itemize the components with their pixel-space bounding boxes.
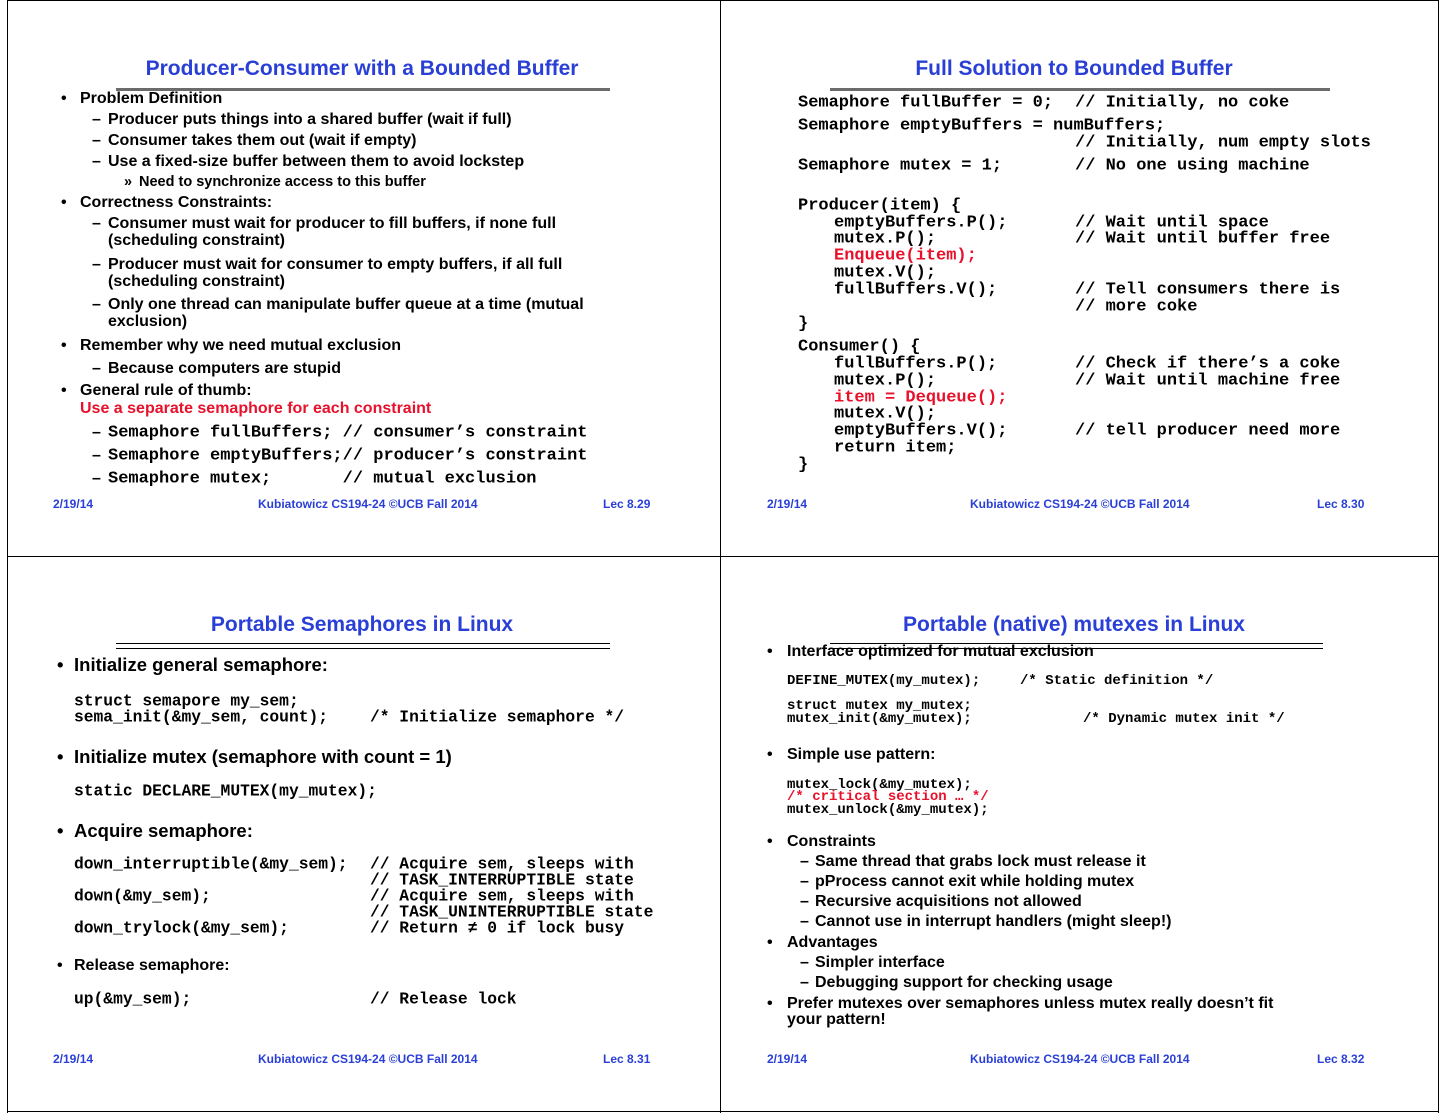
code-line: Producer(item) { bbox=[798, 196, 962, 216]
dash-icon: – bbox=[92, 153, 101, 170]
footer-date: 2/19/14 bbox=[767, 1052, 808, 1066]
dash-icon: – bbox=[92, 470, 101, 487]
footer-lecture: Lec 8.31 bbox=[603, 1052, 651, 1066]
sub-bullet-text: exclusion) bbox=[108, 313, 188, 330]
footer-date: 2/19/14 bbox=[53, 1052, 94, 1066]
bullet-text: Interface optimized for mutual exclusion bbox=[787, 643, 1094, 660]
bullet-text: Advantages bbox=[787, 934, 878, 951]
sub-bullet-text: (scheduling constraint) bbox=[108, 232, 285, 249]
dash-icon: – bbox=[800, 853, 809, 870]
bullet-icon: • bbox=[57, 820, 64, 841]
sub-bullet-text: Debugging support for checking usage bbox=[815, 974, 1113, 991]
code-line-highlight: /* critical section … */ bbox=[787, 789, 989, 805]
bullet-text: Correctness Constraints: bbox=[80, 194, 273, 211]
code-line: Semaphore mutex; // mutual exclusion bbox=[108, 469, 537, 489]
dash-icon: – bbox=[92, 256, 101, 273]
code-comment: // No one using machine bbox=[1075, 156, 1310, 176]
bullet-icon: • bbox=[767, 833, 773, 850]
code-line: } bbox=[798, 455, 809, 475]
code-line: mutex.P(); bbox=[834, 371, 937, 391]
code-line: fullBuffers.P(); bbox=[834, 354, 998, 374]
bullet-text: Release semaphore: bbox=[74, 957, 230, 974]
bullet-icon: • bbox=[61, 337, 67, 354]
bullet-text: Simple use pattern: bbox=[787, 746, 936, 763]
sub-bullet-text: Consumer must wait for producer to fill buffers, if none full bbox=[108, 215, 557, 232]
code-comment: /* Static definition */ bbox=[1020, 673, 1214, 689]
bullet-icon: • bbox=[57, 957, 63, 974]
footer-course: Kubiatowicz CS194-24 ©UCB Fall 2014 bbox=[970, 497, 1190, 511]
code-line: mutex.V(); bbox=[834, 404, 937, 424]
title-underline bbox=[116, 643, 610, 649]
dash-icon: – bbox=[800, 873, 809, 890]
slide-8-31 bbox=[0, 556, 720, 1112]
bullet-text: Initialize general semaphore: bbox=[74, 654, 328, 675]
slide-8-29 bbox=[0, 0, 720, 556]
bullet-icon: • bbox=[61, 90, 67, 107]
bullet-text: General rule of thumb: bbox=[80, 382, 252, 399]
code-line: emptyBuffers.P(); bbox=[834, 213, 1008, 233]
code-line: mutex_init(&my_mutex); bbox=[787, 711, 972, 727]
code-comment: // more coke bbox=[1075, 297, 1198, 317]
code-comment: // Return ≠ 0 if lock busy bbox=[370, 918, 625, 938]
code-comment: // tell producer need more bbox=[1075, 421, 1341, 441]
dash-icon: – bbox=[92, 111, 101, 128]
sub-bullet-text: Producer must wait for consumer to empty buffers, if all full bbox=[108, 256, 563, 273]
sub-bullet-text: Only one thread can manipulate buffer queue at a time (mutual bbox=[108, 296, 584, 313]
bullet-icon: • bbox=[61, 194, 67, 211]
slide-title: Portable Semaphores in Linux bbox=[210, 613, 514, 636]
code-line: Semaphore mutex = 1; bbox=[798, 156, 1003, 176]
sub-bullet-text: Producer puts things into a shared buffer (wait if full) bbox=[108, 111, 512, 128]
slide-title: Portable (native) mutexes in Linux bbox=[903, 613, 1245, 636]
code-line: down(&my_sem); bbox=[74, 886, 211, 906]
code-comment: // Wait until space bbox=[1075, 213, 1269, 233]
code-line: up(&my_sem); bbox=[74, 989, 192, 1009]
sub-bullet-text: Cannot use in interrupt handlers (might sleep!) bbox=[815, 913, 1172, 930]
footer-course: Kubiatowicz CS194-24 ©UCB Fall 2014 bbox=[970, 1052, 1190, 1066]
code-comment: // Initially, num empty slots bbox=[1075, 133, 1371, 153]
sub-bullet-text: pProcess cannot exit while holding mutex bbox=[815, 873, 1135, 890]
code-line: struct semapore my_sem; bbox=[74, 691, 299, 711]
code-comment: // Tell consumers there is bbox=[1075, 280, 1341, 300]
sub-bullet-text: Because computers are stupid bbox=[108, 360, 341, 377]
code-line: down_interruptible(&my_sem); bbox=[74, 854, 348, 874]
code-comment: // Wait until machine free bbox=[1075, 371, 1341, 391]
code-line: Semaphore emptyBuffers;// producer’s constraint bbox=[108, 446, 588, 466]
dash-icon: – bbox=[92, 215, 101, 232]
bullet-text: Problem Definition bbox=[80, 90, 223, 107]
dash-icon: – bbox=[800, 954, 809, 971]
chevron-icon: » bbox=[124, 174, 133, 190]
footer-course: Kubiatowicz CS194-24 ©UCB Fall 2014 bbox=[258, 1052, 478, 1066]
code-comment: // Acquire sem, sleeps with bbox=[370, 854, 634, 874]
dash-icon: – bbox=[92, 132, 101, 149]
code-line-highlight: item = Dequeue(); bbox=[834, 388, 1008, 408]
bullet-text: Remember why we need mutual exclusion bbox=[80, 337, 401, 354]
dash-icon: – bbox=[92, 424, 101, 441]
code-line: sema_init(&my_sem, count); bbox=[74, 707, 329, 727]
dash-icon: – bbox=[800, 893, 809, 910]
code-line: Semaphore emptyBuffers = numBuffers; bbox=[798, 116, 1166, 136]
code-line: fullBuffers.V(); bbox=[834, 280, 998, 300]
code-line: Semaphore fullBuffer = 0; bbox=[798, 93, 1054, 113]
slide-8-32 bbox=[720, 556, 1440, 1112]
sub-sub-bullet-text: Need to synchronize access to this buffer bbox=[139, 174, 426, 190]
code-comment: // TASK_INTERRUPTIBLE state bbox=[370, 870, 634, 890]
bullet-icon: • bbox=[767, 934, 773, 951]
bullet-text: Prefer mutexes over semaphores unless mutex really doesn’t fit bbox=[787, 995, 1274, 1012]
code-line: struct mutex my_mutex; bbox=[787, 698, 972, 714]
slide-title: Full Solution to Bounded Buffer bbox=[915, 57, 1233, 80]
bullet-text: your pattern! bbox=[787, 1011, 886, 1028]
bullet-icon: • bbox=[767, 746, 773, 763]
code-line: return item; bbox=[834, 438, 957, 458]
code-line: static DECLARE_MUTEX(my_mutex); bbox=[74, 781, 377, 801]
code-line: mutex.V(); bbox=[834, 263, 937, 283]
bullet-icon: • bbox=[767, 643, 773, 660]
bullet-text: Acquire semaphore: bbox=[74, 820, 253, 841]
title-underline bbox=[830, 88, 1330, 91]
sub-bullet-text: Recursive acquisitions not allowed bbox=[815, 893, 1082, 910]
sub-bullet-text: Same thread that grabs lock must release it bbox=[815, 853, 1146, 870]
code-line-highlight: Enqueue(item); bbox=[834, 246, 977, 266]
slide-8-30 bbox=[720, 0, 1440, 556]
footer-date: 2/19/14 bbox=[53, 497, 94, 511]
dash-icon: – bbox=[92, 296, 101, 313]
footer-date: 2/19/14 bbox=[767, 497, 808, 511]
dash-icon: – bbox=[92, 447, 101, 464]
dash-icon: – bbox=[92, 360, 101, 377]
code-line: mutex.P(); bbox=[834, 229, 937, 249]
code-comment: // Release lock bbox=[370, 989, 517, 1009]
code-comment: // Acquire sem, sleeps with bbox=[370, 886, 634, 906]
sub-bullet-text: (scheduling constraint) bbox=[108, 273, 285, 290]
code-line: down_trylock(&my_sem); bbox=[74, 918, 289, 938]
bullet-text: Initialize mutex (semaphore with count = 1) bbox=[74, 746, 452, 767]
sub-bullet-text: Consumer takes them out (wait if empty) bbox=[108, 132, 417, 149]
code-comment: // Check if there’s a coke bbox=[1075, 354, 1341, 374]
code-line: } bbox=[798, 314, 809, 334]
code-line: DEFINE_MUTEX(my_mutex); bbox=[787, 673, 981, 689]
code-comment: // Initially, no coke bbox=[1075, 93, 1290, 113]
dash-icon: – bbox=[800, 913, 809, 930]
footer-course: Kubiatowicz CS194-24 ©UCB Fall 2014 bbox=[258, 497, 478, 511]
code-line: mutex_unlock(&my_mutex); bbox=[787, 802, 989, 818]
code-line: Consumer() { bbox=[798, 337, 921, 357]
bullet-text: Constraints bbox=[787, 833, 876, 850]
code-comment: // Wait until buffer free bbox=[1075, 229, 1331, 249]
code-comment: /* Initialize semaphore */ bbox=[370, 707, 625, 727]
sub-bullet-text: Use a fixed-size buffer between them to avoid lockstep bbox=[108, 153, 525, 170]
code-line: mutex_lock(&my_mutex); bbox=[787, 777, 972, 793]
bullet-icon: • bbox=[61, 382, 67, 399]
code-comment: /* Dynamic mutex init */ bbox=[1083, 711, 1285, 727]
bullet-icon: • bbox=[767, 995, 773, 1012]
highlight-text: Use a separate semaphore for each constraint bbox=[80, 400, 432, 417]
sub-bullet-text: Simpler interface bbox=[815, 954, 945, 971]
footer-lecture: Lec 8.32 bbox=[1317, 1052, 1365, 1066]
footer-lecture: Lec 8.30 bbox=[1317, 497, 1365, 511]
code-line: Semaphore fullBuffers; // consumer’s constraint bbox=[108, 423, 588, 443]
slide-title: Producer-Consumer with a Bounded Buffer bbox=[145, 57, 579, 80]
dash-icon: – bbox=[800, 974, 809, 991]
bullet-icon: • bbox=[57, 654, 64, 675]
code-line: emptyBuffers.V(); bbox=[834, 421, 1008, 441]
code-comment: // TASK_UNINTERRUPTIBLE state bbox=[370, 902, 654, 922]
footer-lecture: Lec 8.29 bbox=[603, 497, 651, 511]
bullet-icon: • bbox=[57, 746, 64, 767]
